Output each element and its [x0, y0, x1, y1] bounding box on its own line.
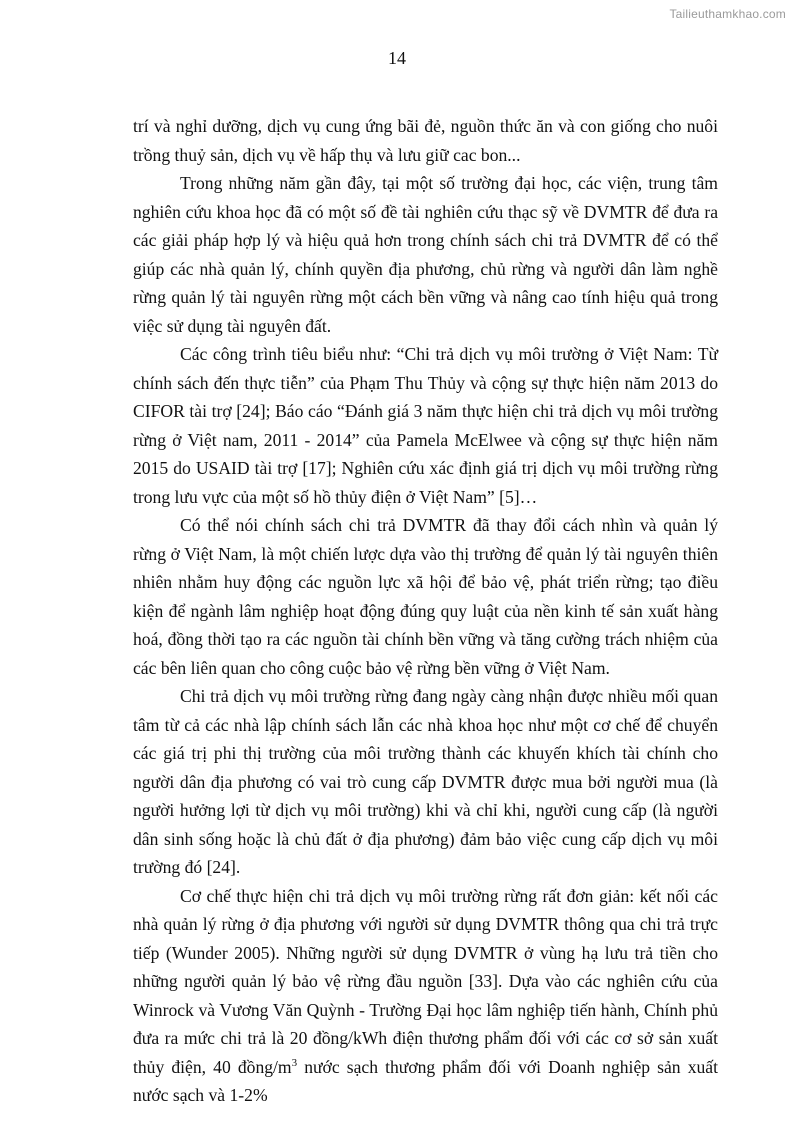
- watermark: Tailieuthamkhao.com: [669, 7, 786, 21]
- paragraph-6-text-b: nước sạch thương phẩm đối với Doanh nghiệp sản xuất nước sạch và 1-2%: [133, 1056, 718, 1105]
- paragraph-4: Có thể nói chính sách chi trả DVMTR đã thay đổi cách nhìn và quản lý rừng ở Việt Nam, là một chiến lược dựa vào thị trường để quản lý tài nguyên thiên nhiên nhằm huy động các nguồn lực xã hội để bảo vệ, phát triển rừng; tạo điều kiện để ngành lâm nghiệp hoạt động đúng quy luật của nền kinh tế sản xuất hàng hoá, đồng thời tạo ra các nguồn tài chính bền vững và tăng cường trách nhiệm của các bên liên quan cho công cuộc bảo vệ rừng bền vững ở Việt Nam.: [133, 515, 718, 678]
- paragraph-6-text-a: Cơ chế thực hiện chi trả dịch vụ môi trường rừng rất đơn giản: kết nối các nhà quản lý rừng ở địa phương với người sử dụng DVMTR thông qua chi trả trực tiếp (Wunder 2005). Những người sử dụng DVMTR ở vùng hạ lưu trả tiền cho những người quản lý bảo vệ rừng đầu nguồn [33]. Dựa vào các nghiên cứu của Winrock và Vương Văn Quỳnh - Trường Đại học lâm nghiệp tiến hành, Chính phủ đưa ra mức chi trả là 20 đồng/kWh điện thương phẩm đối với các cơ sở sản xuất thủy điện, 40 đồng/m: [133, 885, 718, 1077]
- paragraph-5: Chi trả dịch vụ môi trường rừng đang ngày càng nhận được nhiều mối quan tâm từ cả các nhà lập chính sách lẫn các nhà khoa học như một cơ chế để chuyển các giá trị phi thị trường của môi trường thành các khuyến khích tài chính cho người dân địa phương có vai trò cung cấp DVMTR được mua bởi người mua (là người hưởng lợi từ dịch vụ môi trường) khi và chỉ khi, người cung cấp (là người dân sinh sống hoặc là chủ đất ở địa phương) đảm bảo việc cung cấp dịch vụ môi trường đó [24].: [133, 686, 718, 877]
- page-number: 14: [388, 48, 406, 68]
- document-body: [133, 112, 718, 1110]
- paragraph-2: Trong những năm gần đây, tại một số trường đại học, các viện, trung tâm nghiên cứu khoa học đã có một số đề tài nghiên cứu thạc sỹ về DVMTR để đưa ra các giải pháp hợp lý và hiệu quả hơn trong chính sách chi trả DVMTR để có thể giúp các nhà quản lý, chính quyền địa phương, chủ rừng và người dân làm nghề rừng quản lý tài nguyên rừng một cách bền vững và nâng cao tính hiệu quả trong việc sử dụng tài nguyên đất.: [133, 173, 718, 336]
- paragraph-6: [133, 882, 718, 1110]
- paragraph-1: trí và nghỉ dưỡng, dịch vụ cung ứng bãi đẻ, nguồn thức ăn và con giống cho nuôi trồng thuỷ sản, dịch vụ về hấp thụ và lưu giữ cac bon...: [133, 116, 718, 165]
- paragraph-3: Các công trình tiêu biểu như: “Chi trả dịch vụ môi trường ở Việt Nam: Từ chính sách đến thực tiễn” của Phạm Thu Thủy và cộng sự thực hiện năm 2013 do CIFOR tài trợ [24]; Báo cáo “Đánh giá 3 năm thực hiện chi trả dịch vụ môi trường rừng ở Việt nam, 2011 - 2014” của Pamela McElwee và cộng sự thực hiện năm 2015 do USAID tài trợ [17]; Nghiên cứu xác định giá trị dịch vụ môi trường rừng trong lưu vực của một số hồ thủy điện ở Việt Nam” [5]…: [133, 344, 718, 507]
- superscript-3: 3: [291, 1056, 298, 1069]
